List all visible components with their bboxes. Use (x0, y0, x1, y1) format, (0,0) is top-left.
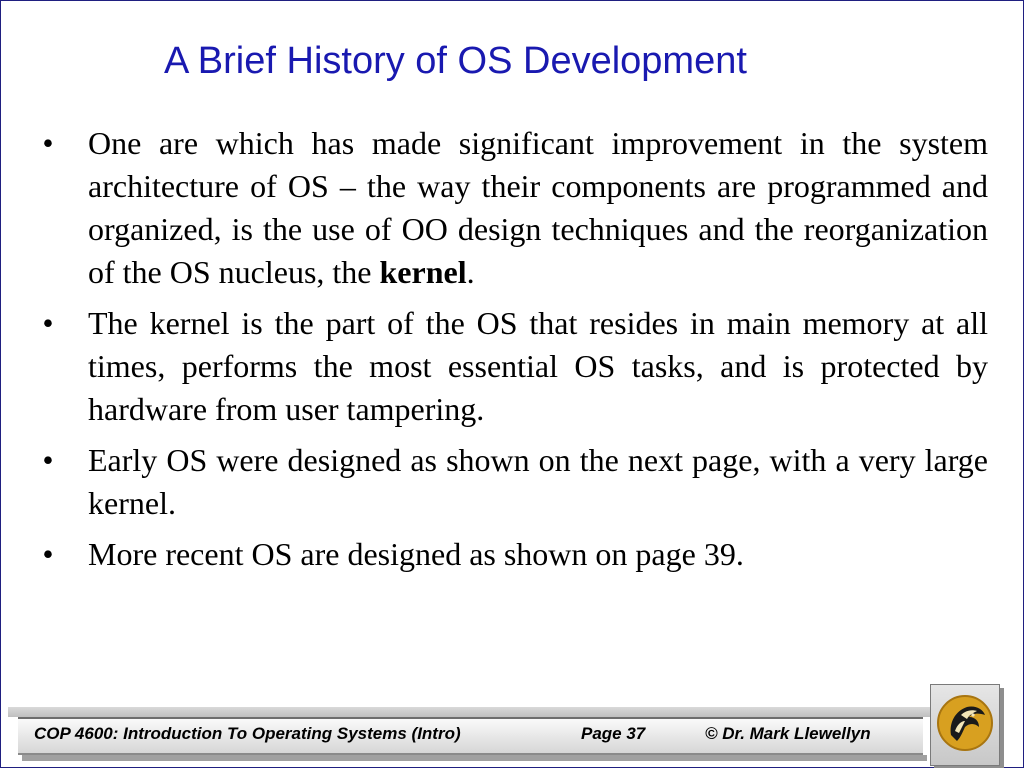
bullet-item (38, 439, 988, 525)
bullet-text-end: . (466, 254, 475, 290)
bullet-text: More recent OS are designed as shown on page 39. (88, 536, 744, 572)
footer-course-title: COP 4600: Introduction To Operating Systems (Intro) (34, 724, 461, 743)
bullet-text: Early OS were designed as shown on the next page, with a very large kernel. (88, 442, 988, 521)
bullet-item (38, 302, 988, 431)
bullet-list (38, 122, 988, 584)
footer-top-strip (8, 707, 933, 717)
bullet-text: One are which has made significant improvement in the system architecture of OS – the way their components are programmed and organized, is the use of OO design techniques and the reorganization of the OS nucleus, the (88, 125, 988, 290)
bullet-marker: • (42, 125, 54, 161)
slide-title: A Brief History of OS Development (164, 40, 747, 82)
footer (8, 707, 1016, 765)
bullet-marker: • (42, 305, 54, 341)
bullet-bold-term: kernel (379, 254, 467, 290)
bullet-text: The kernel is the part of the OS that resides in main memory at all times, performs the most essential OS tasks, and is protected by hardware from user tampering. (88, 305, 988, 427)
bullet-marker: • (42, 536, 54, 572)
bullet-item (38, 122, 988, 294)
footer-shadow (22, 755, 927, 761)
bullet-marker: • (42, 442, 54, 478)
footer-author: © Dr. Mark Llewellyn (705, 724, 871, 743)
ucf-pegasus-logo-icon (930, 684, 1000, 766)
bullet-item (38, 533, 988, 576)
footer-page-number: Page 37 (581, 724, 646, 743)
